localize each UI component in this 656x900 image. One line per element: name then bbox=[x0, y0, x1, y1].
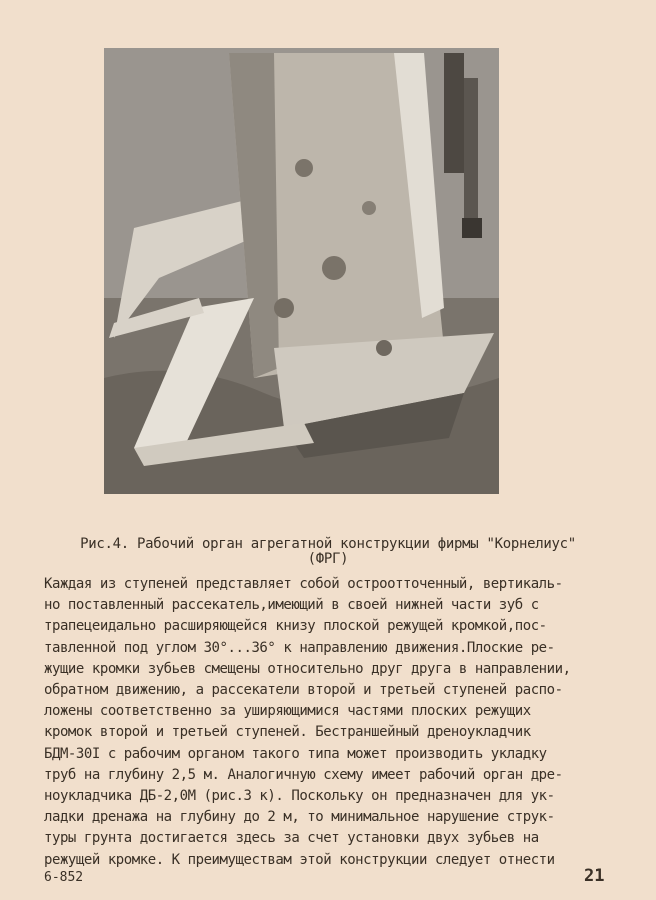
text-line: жущие кромки зубьев смещены относительно друг друга в направлении, bbox=[44, 660, 571, 677]
page-number: 21 bbox=[584, 866, 605, 886]
text-line: кромок второй и третьей ступеней. Бестраншейный дреноукладчик bbox=[44, 724, 531, 741]
caption-line: (ФРГ) bbox=[307, 551, 349, 567]
text-line: БДМ-30I с рабочим органом такого типа может производить укладку bbox=[44, 745, 547, 762]
print-code: 6-852 bbox=[44, 870, 84, 885]
text-line: трапецеидально расширяющейся книзу плоской режущей кромкой,пос- bbox=[44, 618, 547, 635]
text-line: ноукладчика ДБ-2,0М (рис.3 к). Поскольку он предназначен для ук- bbox=[44, 788, 555, 805]
text-line: тавленной под углом 30°...36° к направлению движения.Плоские ре- bbox=[44, 639, 555, 656]
text-line: ладки дренажа на глубину до 2 м, то минимальное нарушение струк- bbox=[44, 809, 555, 826]
text-line: туры грунта достигается здесь за счет установки двух зубьев на bbox=[44, 830, 539, 847]
text-line: но поставленный рассекатель,имеющий в своей нижней части зуб с bbox=[44, 597, 539, 614]
body-paragraph bbox=[44, 574, 614, 871]
text-line: Каждая из ступеней представляет собой остроотточенный, вертикаль- bbox=[44, 576, 563, 592]
figure-photo bbox=[104, 48, 499, 494]
text-line: обратном движению, а рассекатели второй и третьей ступеней распо- bbox=[44, 682, 563, 699]
figure-caption bbox=[0, 537, 656, 567]
text-line: режущей кромке. К преимуществам этой конструкции следует отнести bbox=[44, 851, 555, 868]
machine-working-body-image bbox=[104, 48, 499, 494]
text-line: ложены соответственно за уширяющимися частями плоских режущих bbox=[44, 703, 531, 720]
text-line: труб на глубину 2,5 м. Аналогичную схему имеет рабочий орган дре- bbox=[44, 766, 563, 783]
caption-line: Рис.4. Рабочий орган агрегатной конструкции фирмы "Корнелиус" bbox=[80, 536, 576, 552]
